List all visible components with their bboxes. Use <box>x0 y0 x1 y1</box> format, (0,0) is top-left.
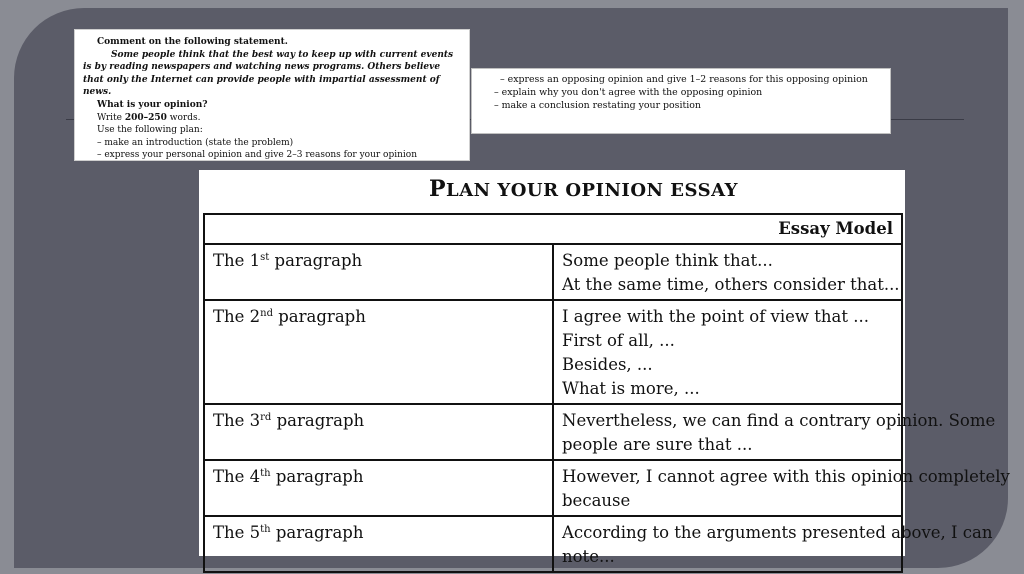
paragraph-label: The 2nd paragraph <box>204 300 553 404</box>
content-line: According to the arguments presented above, I can <box>562 523 993 542</box>
paragraph-label: The 4th paragraph <box>204 460 553 516</box>
table-header-row <box>204 214 902 244</box>
content-line: because <box>562 491 631 510</box>
paragraph-label: The 3rd paragraph <box>204 404 553 460</box>
essay-model-header: Essay Model <box>204 214 902 244</box>
paragraph-content <box>553 404 996 460</box>
word-count: Write 200–250 words. <box>97 112 201 123</box>
plan-item: – explain why you don't agree with the opposing opinion <box>494 87 763 98</box>
task-question: What is your opinion? <box>97 99 208 110</box>
content-line: people are sure that ... <box>562 435 753 454</box>
plan-item: – express your personal opinion and give 2–3 reasons for your opinion <box>97 150 417 161</box>
paragraph-label: The 1st paragraph <box>204 244 553 300</box>
paragraph-content <box>553 244 902 300</box>
content-line: However, I cannot agree with this opinion completely <box>562 467 1010 486</box>
content-line: At the same time, others consider that... <box>562 275 900 294</box>
table-row <box>204 404 902 460</box>
content-line: note... <box>562 547 615 566</box>
essay-plan-card <box>199 170 1010 566</box>
content-line: Nevertheless, we can find a contrary opinion. Some <box>562 411 996 430</box>
content-line: Besides, ... <box>562 355 653 374</box>
content-line: I agree with the point of view that ... <box>562 307 869 326</box>
table-row <box>204 460 902 516</box>
task-statement: Some people think that the best way to keep up with current events is by reading newspapers and watching news programs. Others believe that only the Internet can provide people with impartial assessment of news. <box>83 49 454 98</box>
table-row <box>204 516 902 572</box>
plan-intro: Use the following plan: <box>97 125 203 136</box>
plan-item: – express an opposing opinion and give 1–2 reasons for this opposing opinion <box>500 74 868 85</box>
table-body <box>204 244 1010 572</box>
content-line: First of all, ... <box>562 331 675 350</box>
plan-title: PLAN YOUR OPINION ESSAY <box>429 176 738 202</box>
table-row <box>204 244 902 300</box>
essay-model-table <box>203 213 1010 573</box>
paragraph-content <box>553 300 902 404</box>
content-line: What is more, ... <box>562 379 700 398</box>
plan-item: – make an introduction (state the problem) <box>97 137 294 148</box>
paragraph-label: The 5th paragraph <box>204 516 553 572</box>
paragraph-content <box>553 516 993 572</box>
paragraph-content <box>553 460 1010 516</box>
task-heading: Comment on the following statement. <box>97 37 288 47</box>
task-card-scan <box>74 29 470 161</box>
table-row <box>204 300 902 404</box>
plan-item: – make a conclusion restating your position <box>494 100 701 111</box>
task-card-continued-scan <box>471 68 891 134</box>
content-line: Some people think that... <box>562 251 773 270</box>
